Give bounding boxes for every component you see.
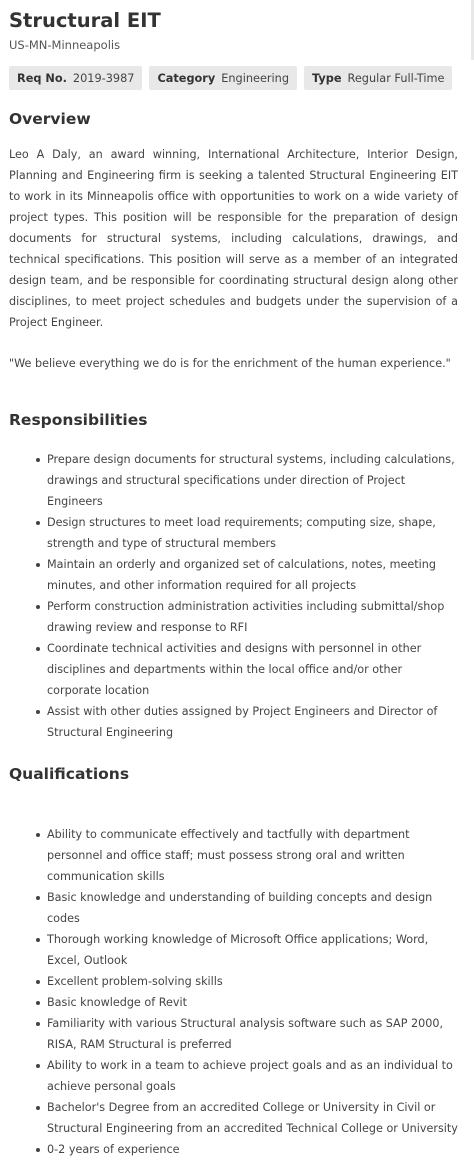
responsibilities-list: [9, 449, 458, 743]
overview-heading: Overview: [9, 110, 91, 128]
qualifications-list: [9, 824, 458, 1160]
job-title: Structural EIT: [9, 9, 161, 32]
list-item: Bachelor's Degree from an accredited College or University in Civil or Structural Engineering from an accredited Technical College or University: [47, 1097, 458, 1139]
meta-value: Engineering: [221, 71, 290, 85]
list-item: Basic knowledge of Revit: [47, 992, 458, 1013]
list-item: Design structures to meet load requirements; computing size, shape, strength and type of structural members: [47, 512, 458, 554]
list-item: Ability to work in a team to achieve project goals and as an individual to achieve personal goals: [47, 1055, 458, 1097]
list-item: Ability to communicate effectively and tactfully with department personnel and office staff; must possess strong oral and written communication skills: [47, 824, 458, 887]
meta-req-no: [9, 66, 142, 90]
list-item: Familiarity with various Structural analysis software such as SAP 2000, RISA, RAM Structural is preferred: [47, 1013, 458, 1055]
meta-category: [149, 66, 297, 90]
list-item: Perform construction administration activities including submittal/shop drawing review and response to RFI: [47, 596, 458, 638]
job-meta-row: [9, 66, 458, 90]
list-item: Thorough working knowledge of Microsoft Office applications; Word, Excel, Outlook: [47, 929, 458, 971]
meta-label: Req No.: [17, 71, 67, 85]
list-item: Excellent problem-solving skills: [47, 971, 458, 992]
list-item: Basic knowledge and understanding of building concepts and design codes: [47, 887, 458, 929]
qualifications-heading: Qualifications: [9, 765, 130, 783]
job-location: US-MN-Minneapolis: [9, 38, 121, 52]
meta-value: Regular Full-Time: [347, 71, 445, 85]
meta-label: Category: [157, 71, 216, 85]
meta-type: [304, 66, 452, 90]
list-item: Maintain an orderly and organized set of calculations, notes, meeting minutes, and other information required for all projects: [47, 554, 458, 596]
meta-label: Type: [312, 71, 342, 85]
company-quote: "We believe everything we do is for the enrichment of the human experience.": [9, 357, 451, 370]
list-item: 0-2 years of experience: [47, 1139, 458, 1160]
list-item: Prepare design documents for structural systems, including calculations, drawings and structural specifications under direction of Project Engineers: [47, 449, 458, 512]
list-item: Coordinate technical activities and designs with personnel in other disciplines and departments within the local office and/or other corporate location: [47, 638, 458, 701]
list-item: Assist with other duties assigned by Project Engineers and Director of Structural Engineering: [47, 701, 458, 743]
responsibilities-heading: Responsibilities: [9, 411, 148, 429]
meta-value: 2019-3987: [72, 71, 135, 85]
overview-paragraph: Leo A Daly, an award winning, International Architecture, Interior Design, Planning and Engineering firm is seeking a talented Structural Engineering EIT to work in its Minneapolis office with opportunities to work on a wide variety of project types. This position will be responsible for the preparation of design documents for structural systems, including calculations, drawings, and technical specifications. This position will serve as a member of an integrated design team, and be responsible for coordinating structural design along other disciplines, to meet project schedules and budgets under the supervision of a Project Engineer.: [9, 148, 458, 329]
